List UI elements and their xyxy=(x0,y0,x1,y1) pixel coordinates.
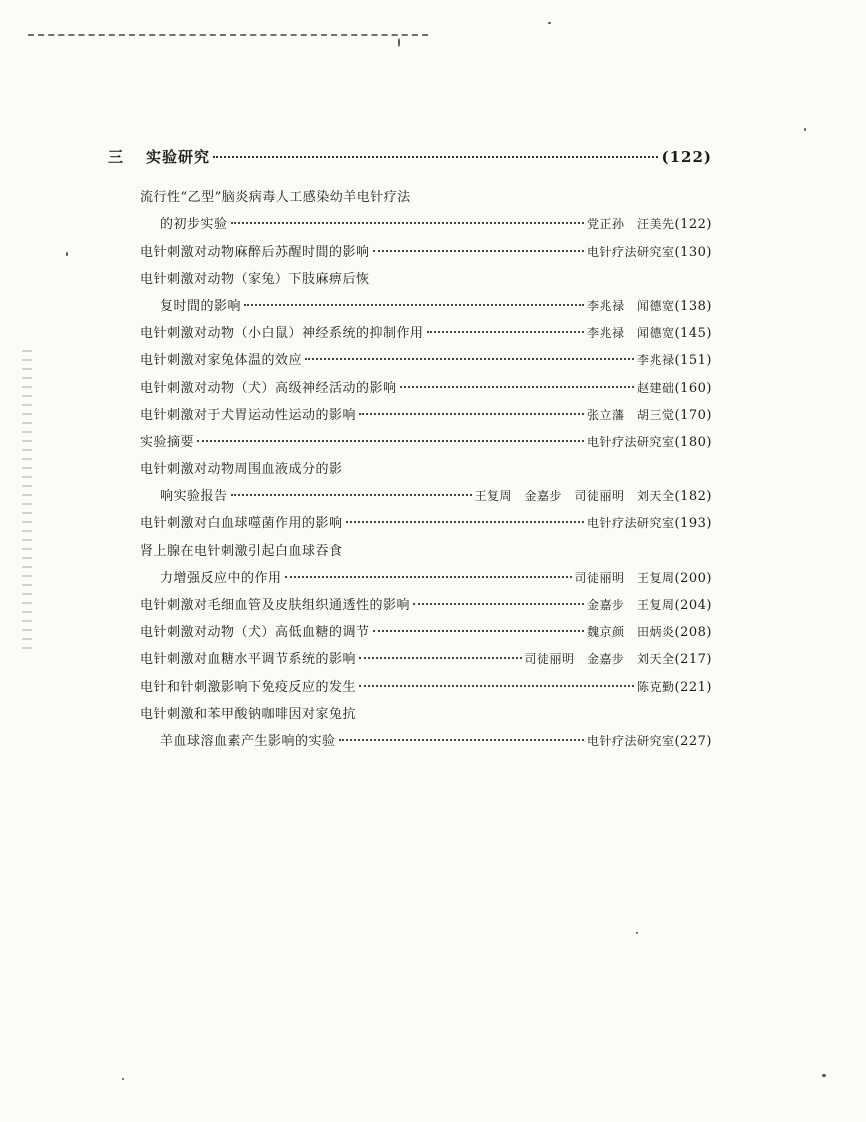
toc-entry xyxy=(140,450,712,504)
dot-leader xyxy=(197,440,584,442)
entry-authors: 电针疗法研究室 xyxy=(587,516,675,531)
ink-speck xyxy=(822,1074,826,1077)
entry-page: (170) xyxy=(674,407,712,423)
dot-leader xyxy=(231,494,472,496)
entry-page: (208) xyxy=(674,625,712,641)
toc-entry xyxy=(140,613,712,640)
dot-leader xyxy=(400,386,635,388)
entry-page: (227) xyxy=(674,733,712,749)
toc-entry-line xyxy=(140,722,712,749)
entry-page: (200) xyxy=(674,570,712,586)
toc-entry-line xyxy=(140,667,712,694)
entry-title: 的初步实验 xyxy=(160,217,228,233)
section-number: 三 xyxy=(108,148,125,166)
ink-speck xyxy=(804,128,806,131)
entry-page: (138) xyxy=(674,298,712,314)
toc-entry-line xyxy=(140,341,712,368)
toc-entry xyxy=(140,504,712,531)
entry-title: 电针刺激对家兔体温的效应 xyxy=(140,353,303,369)
entry-page: (130) xyxy=(674,244,712,260)
toc-entry xyxy=(140,531,712,585)
entry-title: 响实验报告 xyxy=(160,489,228,505)
toc-entry-line xyxy=(140,232,712,259)
toc-entry-line xyxy=(140,396,712,423)
toc-entry xyxy=(140,667,712,694)
entry-authors: 党正孙 汪美先 xyxy=(587,217,675,232)
entry-title: 羊血球溶血素产生影响的实验 xyxy=(160,733,336,749)
entry-title: 流行性“乙型”脑炎病毒人工感染幼羊电针疗法 xyxy=(140,190,411,206)
toc-entry xyxy=(140,396,712,423)
ink-speck xyxy=(398,38,400,47)
entry-title: 电针刺激对血糖水平调节系统的影响 xyxy=(140,652,357,668)
dot-leader xyxy=(359,413,584,415)
entry-page: (122) xyxy=(674,217,712,233)
ink-speck xyxy=(548,22,551,24)
entry-page: (221) xyxy=(674,679,712,695)
toc-entry xyxy=(140,423,712,450)
entry-title: 力增强反应中的作用 xyxy=(160,570,282,586)
entry-title: 电针刺激和苯甲酸钠咖啡因对家兔抗 xyxy=(140,706,357,722)
entry-authors: 李兆禄 闻德宽 xyxy=(587,298,675,313)
scan-edge-noise xyxy=(22,350,32,650)
entry-authors: 魏京颜 田炳炎 xyxy=(587,625,675,640)
toc-entry-line xyxy=(140,531,712,558)
section-title: 实验研究 xyxy=(146,148,211,166)
entry-authors: 电针疗法研究室 xyxy=(587,434,675,449)
dot-leader xyxy=(213,155,658,158)
entry-page: (151) xyxy=(674,353,712,369)
entry-page: (182) xyxy=(674,489,712,505)
entry-page: (145) xyxy=(674,326,712,342)
dot-leader xyxy=(231,222,585,224)
toc-entry xyxy=(140,260,712,314)
toc-entry xyxy=(140,368,712,395)
entry-authors: 王复周 金嘉步 司徒丽明 刘天全 xyxy=(474,489,675,504)
entry-authors: 金嘉步 王复周 xyxy=(587,598,675,612)
toc-entry xyxy=(140,341,712,368)
entry-title: 电针刺激对动物（家兔）下肢麻痹后恢 xyxy=(140,271,370,287)
dot-leader xyxy=(285,576,572,578)
entry-title: 电针刺激对动物（犬）高级神经活动的影响 xyxy=(140,380,397,396)
dot-leader xyxy=(373,630,585,632)
entry-page: (160) xyxy=(674,380,712,396)
ink-speck xyxy=(66,252,68,256)
entry-page: (217) xyxy=(674,652,712,668)
entry-authors: 司徒丽明 金嘉步 刘天全 xyxy=(524,652,675,667)
toc-list xyxy=(140,178,712,749)
section-heading xyxy=(108,146,712,167)
toc-entry-line xyxy=(140,559,712,586)
entry-title: 电针刺激对于犬胃运动性运动的影响 xyxy=(140,407,357,423)
ink-speck xyxy=(122,1078,124,1080)
entry-title: 电针刺激对毛细血管及皮肤组织通透性的影响 xyxy=(140,598,411,613)
dot-leader xyxy=(427,331,585,333)
toc-entry-line xyxy=(140,695,712,722)
entry-authors: 李兆禄 xyxy=(637,353,675,368)
toc-entry-line xyxy=(140,450,712,477)
toc-entry-line xyxy=(140,205,712,232)
toc-entry xyxy=(140,695,712,749)
entry-title: 复时間的影响 xyxy=(160,298,242,314)
toc-entry xyxy=(140,178,712,232)
toc-entry xyxy=(140,640,712,667)
toc-entry-line xyxy=(140,640,712,667)
dot-leader xyxy=(359,657,522,659)
toc-entry-line xyxy=(140,477,712,504)
entry-title: 电针和针刺激影响下免疫反应的发生 xyxy=(140,679,357,695)
entry-authors: 张立藩 胡三觉 xyxy=(587,407,675,422)
entry-title: 电针刺激对动物（小白鼠）神经系统的抑制作用 xyxy=(140,326,424,342)
dot-leader xyxy=(346,521,585,523)
toc-entry-line xyxy=(140,287,712,314)
toc-entry-line xyxy=(140,314,712,341)
entry-title: 电针刺激对动物（犬）高低血糖的调节 xyxy=(140,625,370,641)
entry-authors: 赵建础 xyxy=(637,380,675,395)
entry-authors: 李兆禄 闻德宽 xyxy=(587,326,675,341)
entry-authors: 电针疗法研究室 xyxy=(587,733,675,748)
dot-leader xyxy=(373,250,585,252)
entry-title: 电针刺激对动物周围血液成分的影 xyxy=(140,462,343,478)
entry-page: (180) xyxy=(674,434,712,450)
toc-entry xyxy=(140,232,712,259)
ink-speck xyxy=(636,932,638,934)
dot-leader xyxy=(244,304,584,306)
toc-entry-line xyxy=(140,368,712,395)
toc-entry-line xyxy=(140,586,712,613)
toc-entry xyxy=(140,314,712,341)
entry-title: 实验摘要 xyxy=(140,434,195,450)
toc-entry-line xyxy=(140,613,712,640)
toc-entry-line xyxy=(140,260,712,287)
entry-page: (204) xyxy=(674,598,712,613)
toc-entry-line xyxy=(140,178,712,205)
dot-leader xyxy=(305,358,634,360)
top-dashed-rule xyxy=(28,34,428,39)
dot-leader xyxy=(339,739,585,741)
toc-entry xyxy=(140,586,712,613)
entry-title: 电针刺激对白血球噬菌作用的影响 xyxy=(140,516,343,532)
entry-authors: 陈克勤 xyxy=(637,679,675,694)
entry-page: (193) xyxy=(674,516,712,532)
section-page: (122) xyxy=(661,147,712,166)
dot-leader xyxy=(359,685,634,687)
entry-authors: 电针疗法研究室 xyxy=(587,244,675,259)
entry-title: 电针刺激对动物麻醉后苏醒时間的影响 xyxy=(140,244,370,260)
toc-entry-line xyxy=(140,504,712,531)
toc-entry-line xyxy=(140,423,712,450)
dot-leader xyxy=(413,603,584,605)
entry-authors: 司徒丽明 王复周 xyxy=(574,570,675,585)
entry-title: 肾上腺在电针刺激引起白血球吞食 xyxy=(140,543,343,559)
